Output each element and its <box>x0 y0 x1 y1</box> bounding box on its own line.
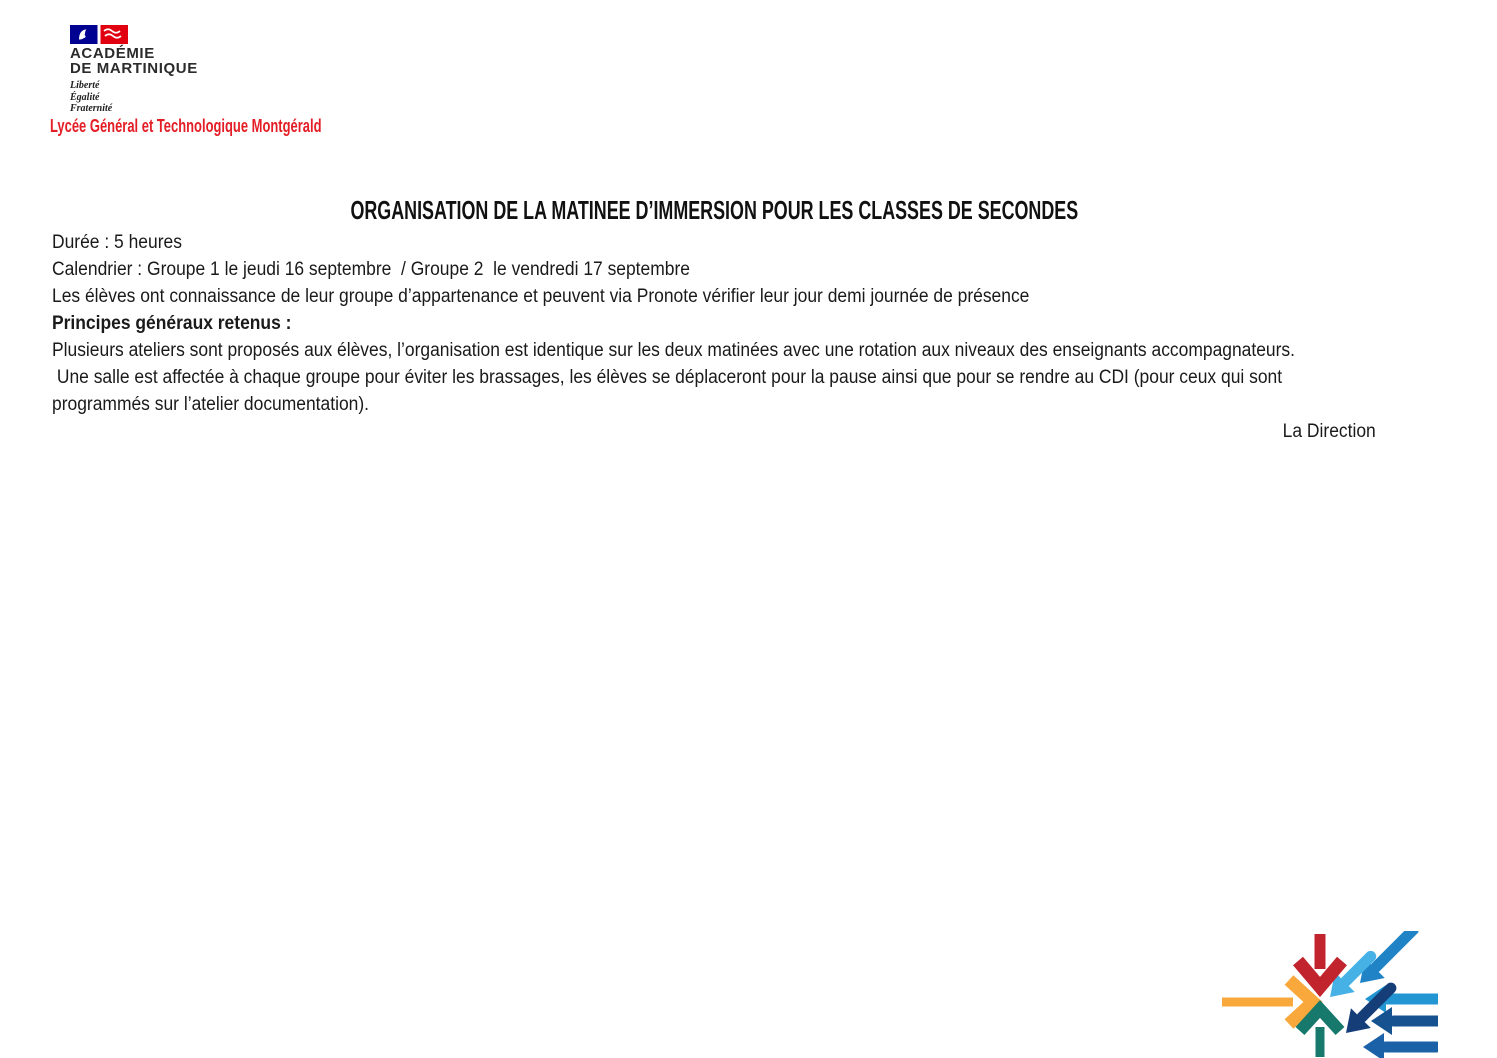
academy-name-line2: DE MARTINIQUE <box>70 60 198 77</box>
groups-info-line: Les élèves ont connaissance de leur groupe d’appartenance et peuvent via Pronote vérifier leur jour demi journée de présence <box>52 286 1030 307</box>
academy-name-line1: ACADÉMIE <box>70 45 155 62</box>
document-content <box>52 195 1376 445</box>
academy-motto <box>70 80 198 115</box>
calendar-line: Calendrier : Groupe 1 le jeudi 16 septembre / Groupe 2 le vendredi 17 septembre <box>52 259 690 280</box>
principle-paragraph-2: Une salle est affectée à chaque groupe pour éviter les brassages, les élèves se déplaceront pour la pause ainsi que pour se rendre au CDI (pour ceux qui sont programmés sur l’atelier documentation). <box>52 367 1287 415</box>
deepblue-arrow-left <box>1371 1007 1438 1035</box>
principles-heading: Principes généraux retenus : <box>52 313 292 334</box>
yellow-arrow-right <box>1222 980 1313 1024</box>
midblue-arrow-left <box>1363 1033 1438 1058</box>
motto-liberte: Liberté <box>70 80 100 91</box>
teal-arrow-up <box>1300 1009 1340 1057</box>
document-title <box>52 195 1376 229</box>
flag-red-panel <box>101 25 129 44</box>
school-name: Lycée Général et Technologique Montgérald <box>50 116 322 136</box>
converging-arrows-logo <box>1213 931 1438 1058</box>
academy-name <box>70 46 198 76</box>
signature: La Direction <box>1282 421 1376 442</box>
motto-egalite: Égalité <box>70 91 100 103</box>
principle-paragraph-1: Plusieurs ateliers sont proposés aux élèves, l’organisation est identique sur les deux matinées avec une rotation aux niveaux des enseignants accompagnateurs. <box>52 340 1296 361</box>
academy-logo <box>70 25 198 115</box>
duration-line: Durée : 5 heures <box>52 232 182 253</box>
document-title-text: ORGANISATION DE LA MATINEE D’IMMERSION POUR LES CLASSES DE SECONDES <box>350 195 1078 225</box>
marianne-flag-icon <box>70 25 128 44</box>
motto-fraternite: Fraternité <box>70 103 113 114</box>
